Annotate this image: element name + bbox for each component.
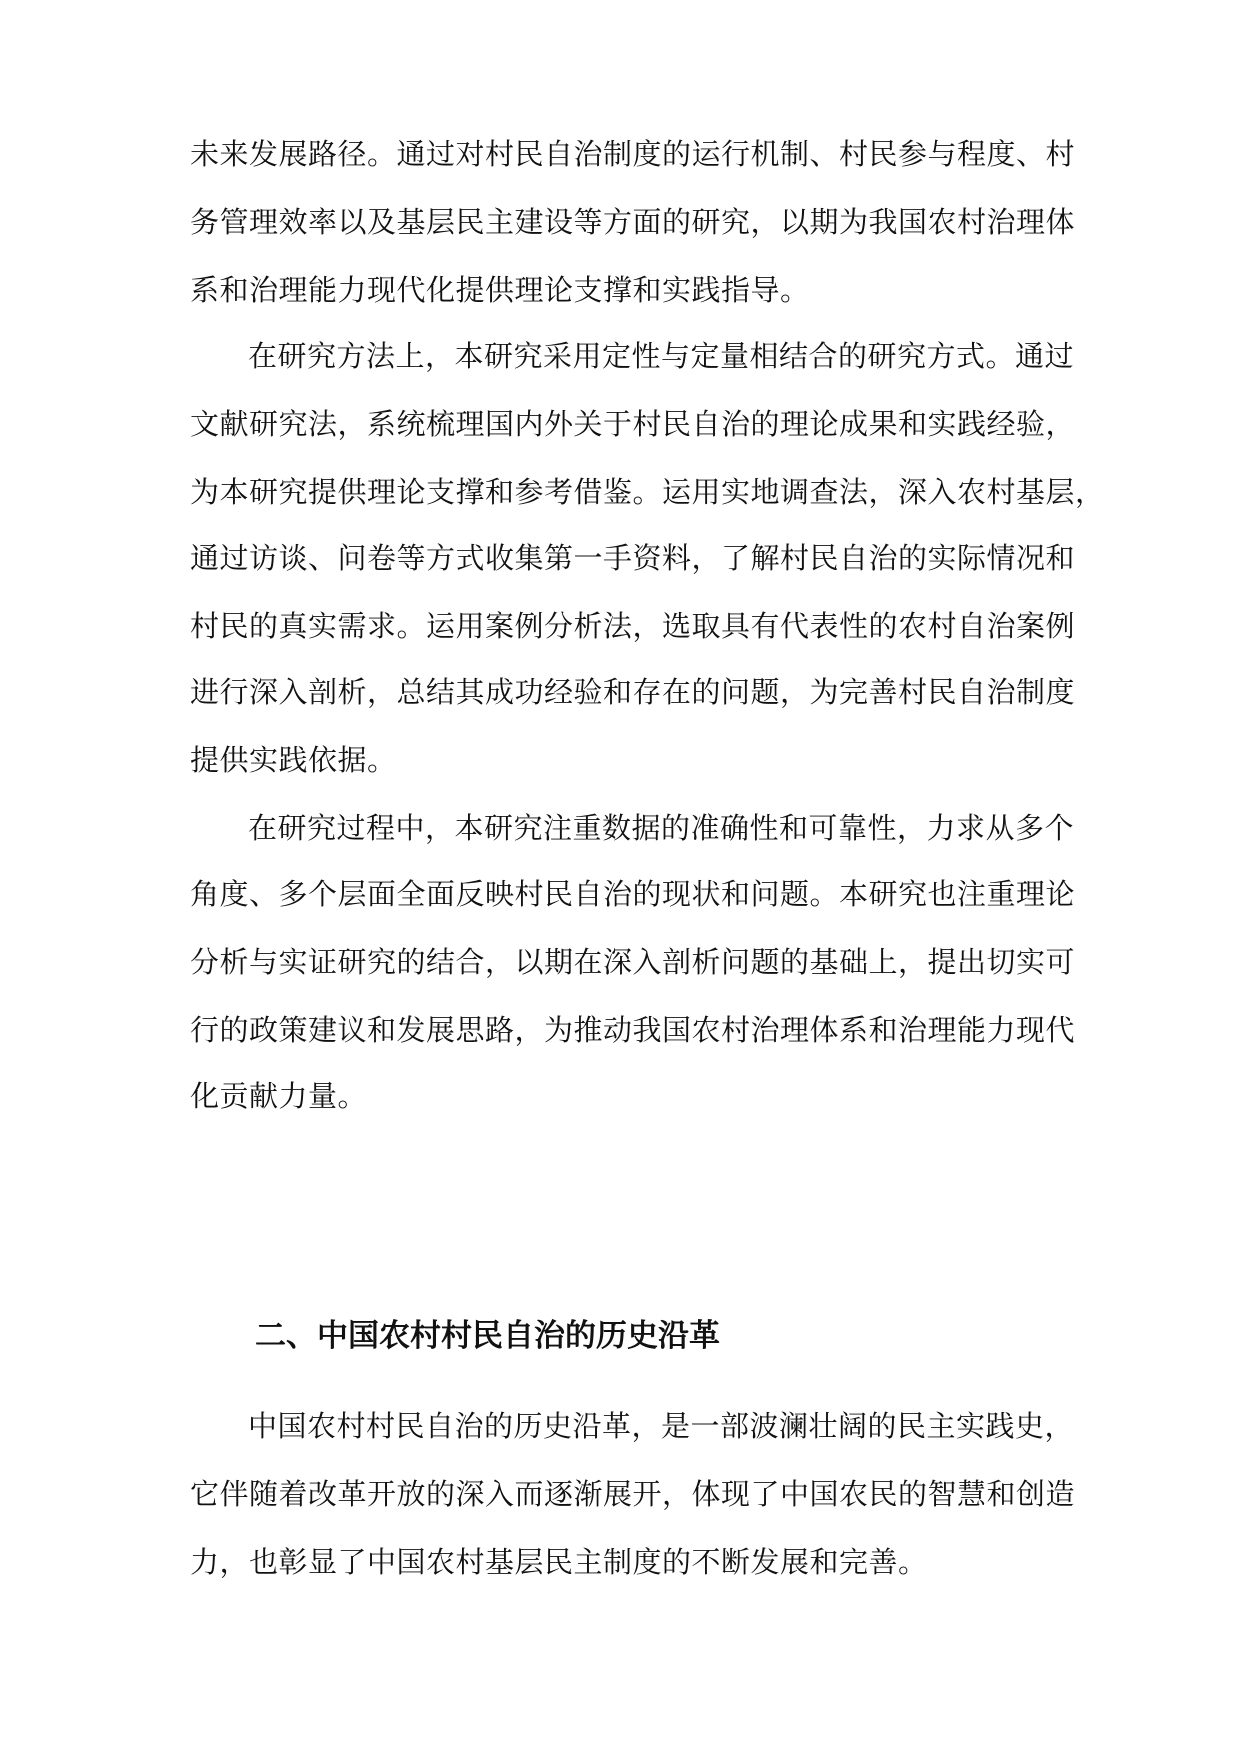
paragraph-line: 分析与实证研究的结合，以期在深入剖析问题的基础上，提出切实可 [190, 945, 1076, 979]
paragraph-line: 村民的真实需求。运用案例分析法，选取具有代表性的农村自治案例 [190, 609, 1076, 643]
section-heading: 二、中国农村村民自治的历史沿革 [255, 1318, 720, 1354]
paragraph-line: 行的政策建议和发展思路，为推动我国农村治理体系和治理能力现代 [190, 1013, 1076, 1047]
paragraph-line: 在研究方法上，本研究采用定性与定量相结合的研究方式。通过 [248, 339, 1075, 373]
paragraph-line: 在研究过程中，本研究注重数据的准确性和可靠性，力求从多个 [248, 811, 1075, 845]
paragraph-line: 角度、多个层面全面反映村民自治的现状和问题。本研究也注重理论 [190, 877, 1076, 911]
paragraph-line: 文献研究法，系统梳理国内外关于村民自治的理论成果和实践经验， [190, 407, 1076, 441]
paragraph-line: 它伴随着改革开放的深入而逐渐展开，体现了中国农民的智慧和创造 [190, 1477, 1076, 1511]
paragraph-line: 中国农村村民自治的历史沿革，是一部波澜壮阔的民主实践史， [248, 1409, 1075, 1443]
paragraph-line: 提供实践依据。 [190, 743, 397, 777]
paragraph-line: 进行深入剖析，总结其成功经验和存在的问题，为完善村民自治制度 [190, 675, 1076, 709]
paragraph-line: 未来发展路径。通过对村民自治制度的运行机制、村民参与程度、村 [190, 137, 1076, 171]
paragraph-line: 为本研究提供理论支撑和参考借鉴。运用实地调查法，深入农村基层， [190, 475, 1105, 509]
paragraph-line: 化贡献力量。 [190, 1079, 368, 1113]
paragraph-line: 力，也彰显了中国农村基层民主制度的不断发展和完善。 [190, 1545, 928, 1579]
paragraph-line: 系和治理能力现代化提供理论支撑和实践指导。 [190, 273, 810, 307]
paragraph-line: 通过访谈、问卷等方式收集第一手资料，了解村民自治的实际情况和 [190, 541, 1076, 575]
paragraph-line: 务管理效率以及基层民主建设等方面的研究，以期为我国农村治理体 [190, 205, 1076, 239]
